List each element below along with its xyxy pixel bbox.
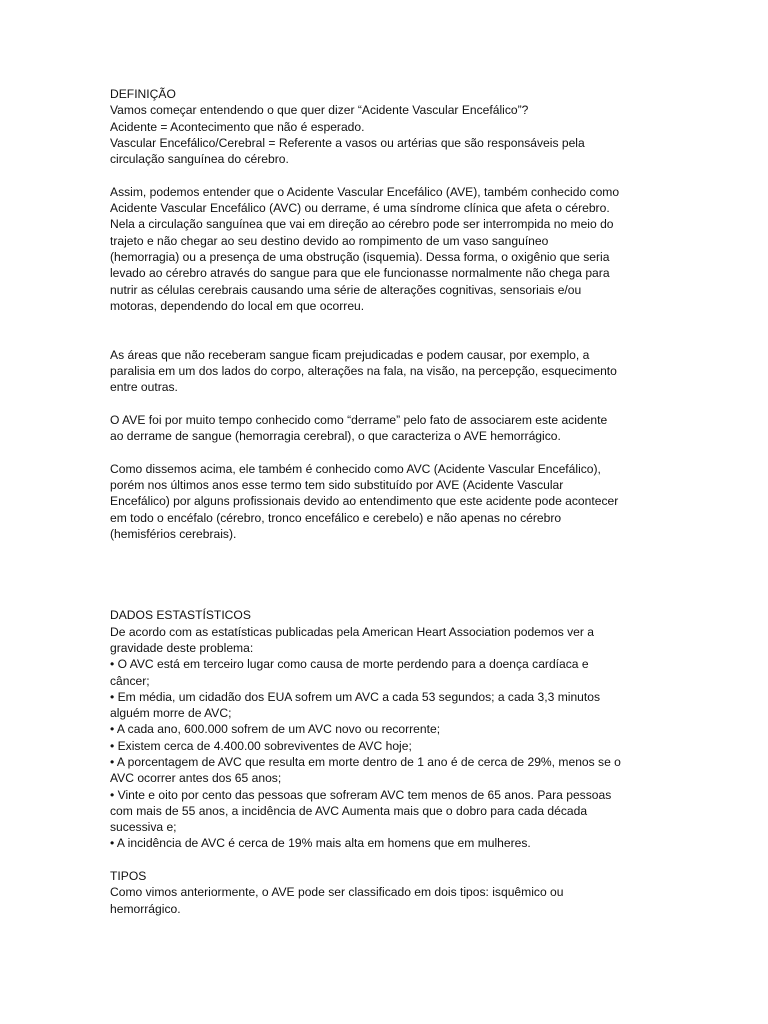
paragraph-avc bbox=[110, 461, 662, 542]
text-line: trajeto e não chegar ao seu destino devido ao rompimento de um vaso sanguíneo bbox=[110, 233, 549, 248]
text-line: Como vimos anteriormente, o AVE pode ser classificado em dois tipos: isquêmico ou bbox=[110, 885, 564, 900]
text-line: ao derrame de sangue (hemorragia cerebral), o que caracteriza o AVE hemorrágico. bbox=[110, 429, 561, 444]
text-line: câncer; bbox=[110, 673, 150, 688]
section-definicao bbox=[110, 86, 662, 167]
text-line: entre outras. bbox=[110, 380, 178, 395]
paragraph-derrame bbox=[110, 412, 662, 445]
text-line: As áreas que não receberam sangue ficam prejudicadas e podem causar, por exemplo, a bbox=[110, 347, 590, 362]
text-line: Encefálico) por alguns profissionais devido ao entendimento que este acidente pode acontecer bbox=[110, 494, 619, 509]
heading-dados: DADOS ESTASTÍSTICOS bbox=[110, 608, 251, 623]
text-line: Assim, podemos entender que o Acidente Vascular Encefálico (AVE), também conhecido como bbox=[110, 184, 620, 199]
text-line: levado ao cérebro através do sangue para que ele funcionasse normalmente não chega para bbox=[110, 266, 610, 281]
text-line: gravidade deste problema: bbox=[110, 640, 254, 655]
heading-tipos: TIPOS bbox=[110, 869, 147, 884]
text-line: (hemisférios cerebrais). bbox=[110, 527, 237, 542]
list-item: • A incidência de AVC é cerca de 19% mais alta em homens que em mulheres. bbox=[110, 836, 531, 851]
text-line: Vamos começar entendendo o que quer dizer “Acidente Vascular Encefálico”? bbox=[110, 103, 529, 118]
list-item: • A porcentagem de AVC que resulta em morte dentro de 1 ano é de cerca de 29%, menos se o bbox=[110, 754, 621, 769]
text-line: Como dissemos acima, ele também é conhecido como AVC (Acidente Vascular Encefálico), bbox=[110, 461, 601, 476]
text-line: circulação sanguínea do cérebro. bbox=[110, 152, 289, 167]
text-line: porém nos últimos anos esse termo tem sido substituído por AVE (Acidente Vascular bbox=[110, 478, 564, 493]
text-line: Vascular Encefálico/Cerebral = Referente a vasos ou artérias que são responsáveis pela bbox=[110, 135, 585, 150]
paragraph-areas bbox=[110, 347, 662, 396]
spacer bbox=[110, 542, 662, 607]
heading-definicao: DEFINIÇÃO bbox=[110, 87, 176, 101]
text-line: nutrir as células cerebrais causando uma série de alterações cognitivas, sensoriais e/ou bbox=[110, 282, 582, 297]
section-dados bbox=[110, 607, 662, 851]
document-page bbox=[110, 86, 662, 917]
text-line: Acidente = Acontecimento que não é esperado. bbox=[110, 119, 365, 134]
text-line: sucessiva e; bbox=[110, 820, 177, 835]
text-line: De acordo com as estatísticas publicadas pela American Heart Association podemos ver a bbox=[110, 624, 594, 639]
text-line: paralisia em um dos lados do corpo, alterações na fala, na visão, na percepção, esquecimento bbox=[110, 364, 617, 379]
list-item: • A cada ano, 600.000 sofrem de um AVC novo ou recorrente; bbox=[110, 722, 441, 737]
spacer bbox=[110, 167, 662, 183]
text-line: hemorrágico. bbox=[110, 901, 181, 916]
list-item: • Em média, um cidadão dos EUA sofrem um AVC a cada 53 segundos; a cada 3,3 minutos bbox=[110, 689, 601, 704]
list-item: • Existem cerca de 4.400.00 sobreviventes de AVC hoje; bbox=[110, 738, 412, 753]
text-line: com mais de 55 anos, a incidência de AVC Aumenta mais que o dobro para cada década bbox=[110, 803, 588, 818]
list-item: • O AVC está em terceiro lugar como causa de morte perdendo para a doença cardíaca e bbox=[110, 657, 589, 672]
spacer bbox=[110, 314, 662, 347]
spacer bbox=[110, 396, 662, 412]
text-line: (hemorragia) ou a presença de uma obstrução (isquemia). Dessa forma, o oxigênio que seria bbox=[110, 249, 610, 264]
text-line: motoras, dependendo do local em que ocorreu. bbox=[110, 298, 365, 313]
section-tipos bbox=[110, 868, 662, 917]
paragraph-ave bbox=[110, 184, 662, 314]
text-line: em todo o encéfalo (cérebro, tronco encefálico e cerebelo) e não apenas no cérebro bbox=[110, 510, 562, 525]
text-line: Acidente Vascular Encefálico (AVC) ou derrame, é uma síndrome clínica que afeta o cérebro. bbox=[110, 201, 610, 216]
list-item: • Vinte e oito por cento das pessoas que sofreram AVC tem menos de 65 anos. Para pessoas bbox=[110, 787, 612, 802]
text-line: AVC ocorrer antes dos 65 anos; bbox=[110, 771, 282, 786]
spacer bbox=[110, 852, 662, 868]
text-line: O AVE foi por muito tempo conhecido como “derrame” pelo fato de associarem este acidente bbox=[110, 412, 608, 427]
spacer bbox=[110, 445, 662, 461]
text-line: Nela a circulação sanguínea que vai em direção ao cérebro pode ser interrompida no meio do bbox=[110, 217, 614, 232]
text-line: alguém morre de AVC; bbox=[110, 706, 232, 721]
